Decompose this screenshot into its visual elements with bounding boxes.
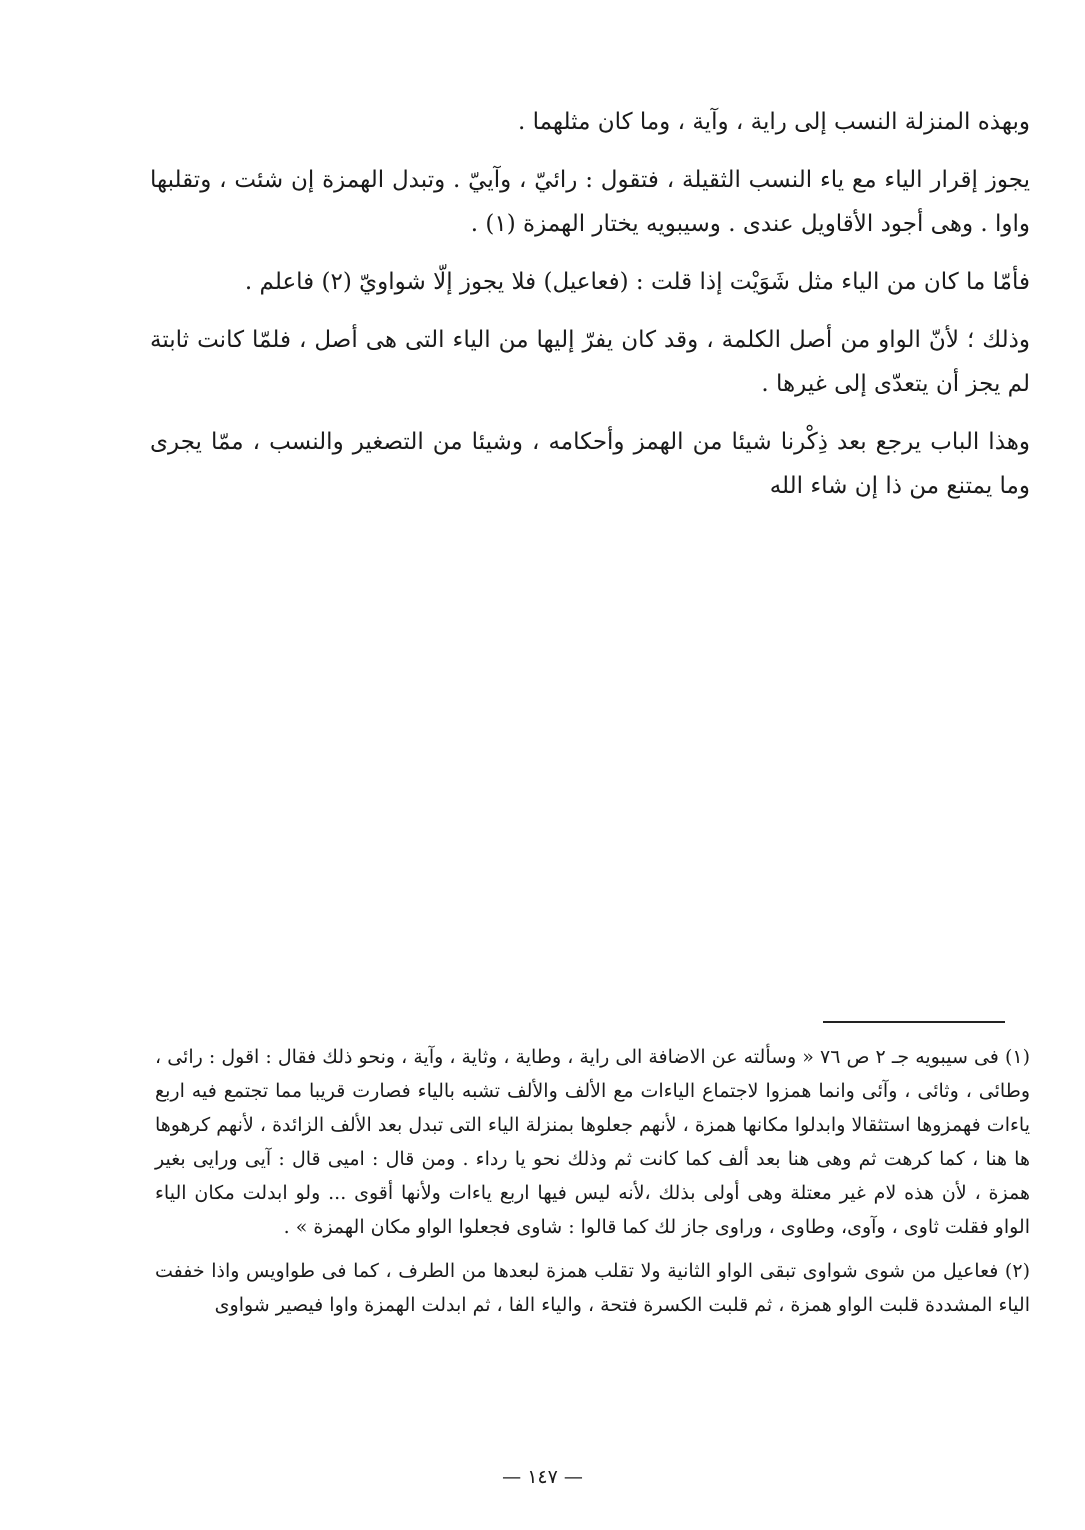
footnote-1: (١) فى سيبويه جـ ٢ ص ٧٦ « وسألته عن الاضافة الى راية ، وطاية ، وثاية ، وآية ، ونحو ذلك فقال : اقول : رائى ، وطائى ، وثائى ، وآئى وانما همزوا لاجتماع الياءات مع الألف والألف تشبه بالياء فصارت قريبا مما تجتمع فيه اربع ياءات فهمزوها استثقالا وابدلوا مكانها همزة ، لأنهم جعلوها بمنزلة الياء التى تبدل بعد الألف الزائدة ، لأنهم كرهوها ها هنا ، كما كرهت ثم وهى هنا بعد ألف كما كانت ثم وذلك نحو يا رداء . ومن قال : اميى قال : آيى ورايى بغير همزة ، لأن هذه لام غير معتلة وهى أولى بذلك ،لأنه ليس فيها اربع ياءات ولأنها أقوى ... ولو ابدلت مكان الياء الواو فقلت ثاوى ، وآوى، وطاوى ، وراوى جاز لك كما قالوا : شاوى فجعلوا الواو مكان الهمزة » . [155,1046,1030,1238]
paragraph-2: يجوز إقرار الياء مع ياء النسب الثقيلة ، فتقول : رائيّ ، وآييّ . وتبدل الهمزة إن شئت ، وتقلبها واوا . وهى أجود الأقاويل عندى . وسيبويه يختار الهمزة (١) . [150,167,1030,237]
paragraph-5: وهذا الباب يرجع بعد ذِكْرنا شيئا من الهمز وأحكامه ، وشيئا من التصغير والنسب ، ممّا يجرى وما يمتنع من ذا إن شاء الله [150,429,1030,499]
paragraph-3: فأمّا ما كان من الياء مثل شَوَيْت إذا قلت : (فعاعيل) فلا يجوز إلّا شواويّ (٢) فاعلم . [244,269,1030,295]
page-number: — ١٤٧ — [502,1466,583,1488]
footnote-separator [823,1021,1005,1023]
paragraph-1: وبهذه المنزلة النسب إلى راية ، وآية ، وما كان مثلهما . [517,109,1030,135]
paragraph-4: وذلك ؛ لأنّ الواو من أصل الكلمة ، وقد كان يفرّ إليها من الياء التى هى أصل ، فلمّا كانت ثابتة لم يجز أن يتعدّى إلى غيرها . [150,327,1030,397]
footnotes [155,1040,1030,1332]
footnote-2: (٢) فعاعيل من شوى شواوى تبقى الواو الثانية ولا تقلب همزة لبعدها من الطرف ، كما فى طواويس واذا خففت الياء المشددة قلبت الواو همزة ، ثم قلبت الكسرة فتحة ، والياء الفا ، ثم ابدلت الهمزة واوا فيصير شواوى [155,1260,1030,1316]
main-text [150,100,1030,522]
